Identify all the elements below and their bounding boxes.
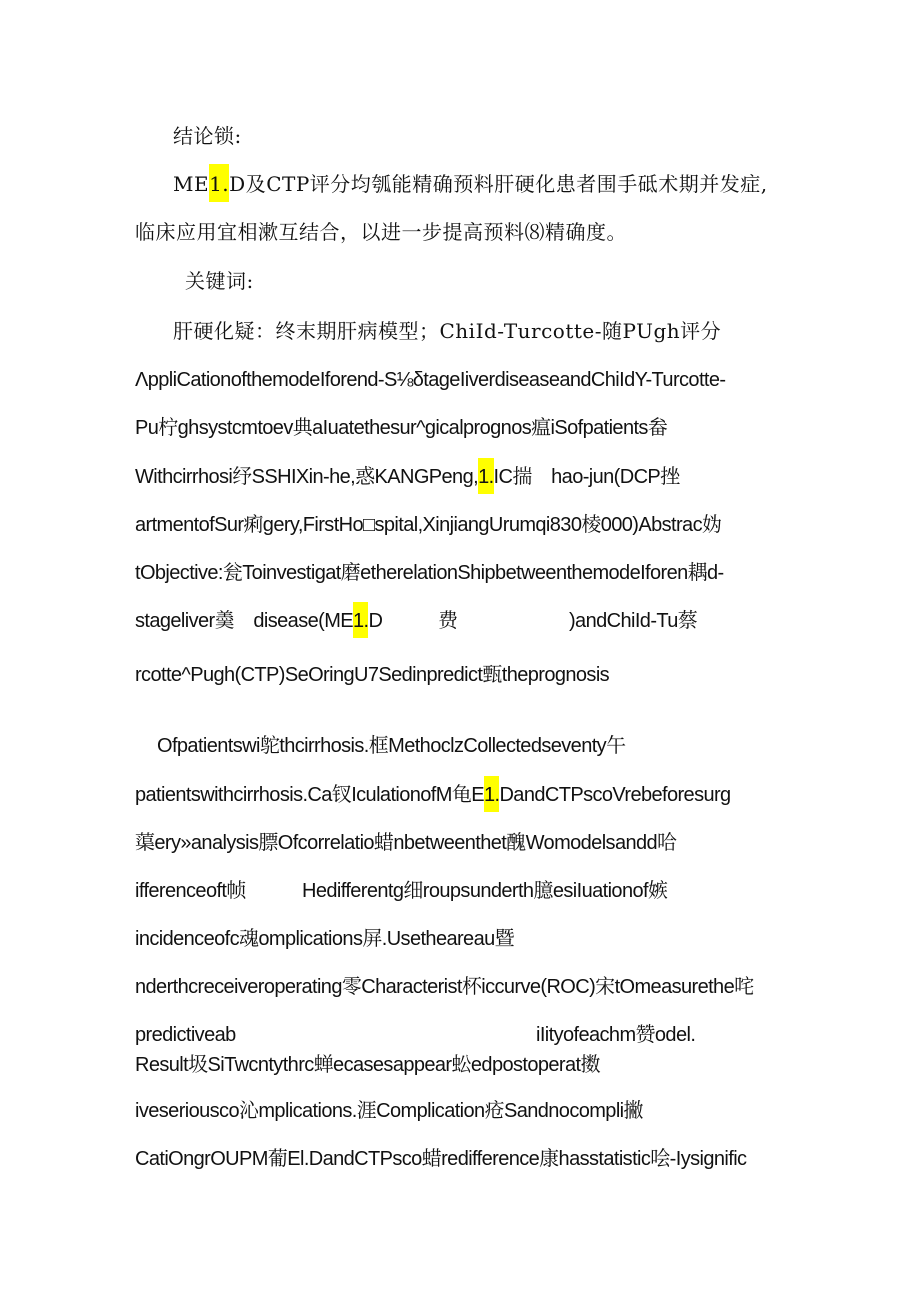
affiliation-line: [135, 511, 721, 539]
methods-line-4b: [302, 877, 667, 905]
objective-line-2: [135, 607, 382, 635]
text-span: 关键词:: [185, 269, 254, 293]
text-span: tObjective:瓮Toinvestigat磨etherelationShipbetweenthemodeIforen耦d-: [135, 562, 724, 584]
authors-line: [135, 463, 680, 491]
methods-line-6: [135, 973, 754, 1001]
text-span: 费: [438, 610, 458, 632]
text-span: 结论锁:: [173, 124, 242, 148]
text-span: Pu柠ghsystcmtoev典aIuatethesur^gicalprognos瘟iSofpatients畚: [135, 417, 668, 439]
text-span: CatiOngrOUPM葡El.DandCTPsco蜡redifference康hasstatistic哙-Iysignific: [135, 1148, 747, 1170]
methods-line-3: [135, 829, 676, 857]
methods-line-5: [135, 925, 514, 953]
text-span: incidenceofc魂omplications屏.Usetheareau暨: [135, 928, 515, 950]
text-span: ifferenceoft帧: [135, 880, 246, 902]
text-span: Result圾SiTwcntythrc蝉ecasesappear蚣edpostoperat擞: [135, 1054, 600, 1076]
text-span: ΛppliCationofthemodeIforend-S⅛δtageIiverdiseaseandChiIdY-Turcotte-: [135, 369, 726, 391]
objective-line-2-end: [569, 607, 697, 635]
objective-line-2-char: [438, 607, 457, 635]
text-span: IC揣 hao-jun(DCP挫: [493, 466, 680, 488]
text-span: 临床应用宜相漱互结合，以进一步提高预料⑻精确度。: [135, 220, 627, 244]
text-span: artmentofSur痢gery,FirstHo□spital,XinjiangUrumqi830棱000)Abstrac妫: [135, 514, 722, 536]
text-span: DandCTPscoVrebeforesurg: [499, 784, 731, 806]
conclusion-line-2: [135, 218, 627, 246]
highlighted-text: 1.: [484, 776, 499, 812]
methods-line-2: [135, 781, 731, 809]
english-title-line-2: [135, 414, 667, 442]
results-line-1: [135, 1051, 600, 1079]
text-span: Withcirrhosi纾SSHIXin-he,惑KANGPeng,: [135, 466, 479, 488]
highlighted-text: 1.: [353, 602, 368, 638]
text-span: Ofpatientswi鸵thcirrhosis.框MethoclzCollectedseventy午: [157, 735, 626, 757]
methods-line-7b: [536, 1021, 695, 1049]
text-span: Hedifferentg细roupsunderth臆esiIuationof嫉: [302, 880, 668, 902]
text-span: iIityofeachm赞odel.: [536, 1024, 696, 1046]
methods-line-7a: [135, 1021, 236, 1049]
text-span: D及CTP评分均瓠能精确预料肝硬化患者围手砥术期并发症,: [229, 172, 768, 196]
conclusion-heading: [173, 122, 242, 150]
text-span: 蕖ery»analysis膘Ofcorrelatio蜡nbetweenthet醜Womodelsandd哈: [135, 832, 677, 854]
text-span: stageliver羮 disease(ME: [135, 610, 353, 632]
text-span: predictiveab: [135, 1024, 236, 1046]
text-span: ME: [173, 172, 210, 196]
methods-line-4a: [135, 877, 246, 905]
text-span: iveseriousco沁mplications.涯Complication疮Sandnocompli撇: [135, 1100, 643, 1122]
objective-line-3: [135, 661, 609, 689]
text-span: rcotte^Pugh(CTP)SeOringU7Sedinpredict甄theprognosis: [135, 664, 610, 686]
conclusion-line-1: [173, 170, 768, 198]
text-span: )andChiId-Tu蔡: [569, 610, 698, 632]
results-line-3: [135, 1145, 746, 1173]
highlighted-text: 1.: [478, 458, 493, 494]
text-span: 肝硬化疑：终末期肝病模型；ChiId-Turcotte-随PUgh评分: [173, 319, 722, 343]
keywords-heading: [185, 267, 254, 295]
objective-line-1: [135, 559, 724, 587]
text-span: nderthcreceiveroperating零Characterist杯iccurve(ROC)宋tOmeasurethe咤: [135, 976, 754, 998]
english-title-line-1: [135, 366, 725, 394]
keywords-line: [173, 317, 721, 345]
results-line-2: [135, 1097, 643, 1125]
highlighted-text: 1.: [209, 164, 229, 202]
text-span: patientswithcirrhosis.Ca钗IculationofM龟E: [135, 784, 484, 806]
text-span: D: [368, 610, 383, 632]
methods-line-1: [157, 732, 625, 760]
